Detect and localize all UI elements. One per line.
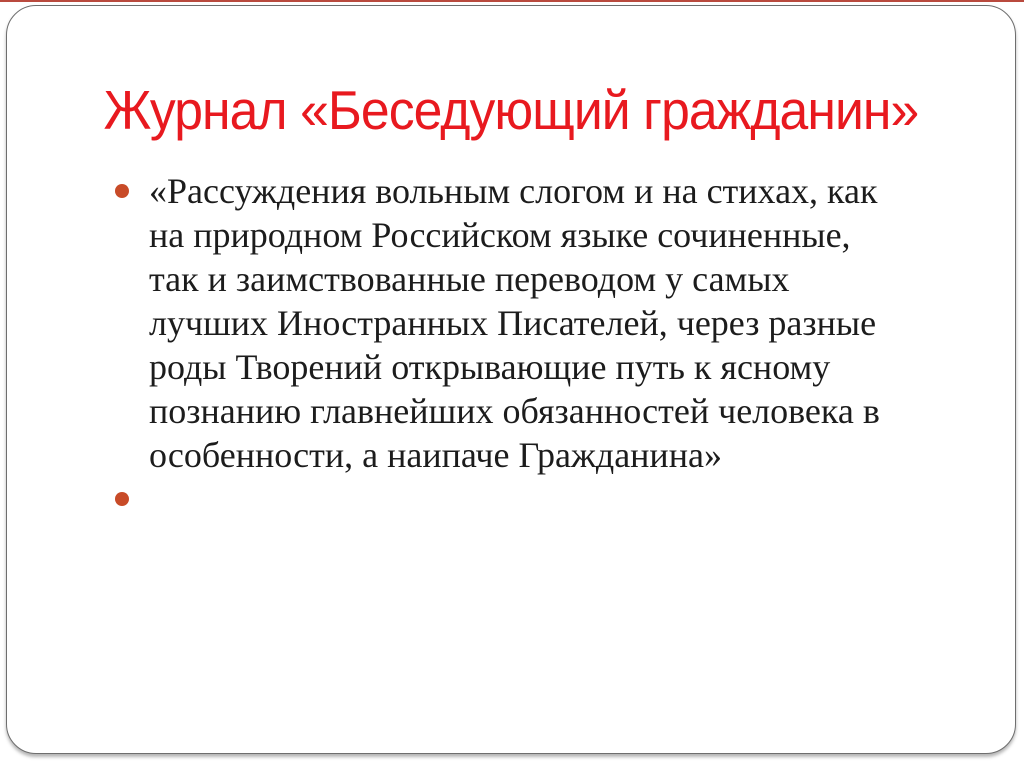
bullet-icon <box>115 492 129 506</box>
bullet-list <box>7 169 1015 521</box>
top-accent-line <box>0 0 1024 2</box>
quote-line: на природном Российском языке сочиненные, <box>149 215 851 255</box>
quote-line: роды Творений открывающие путь к ясному <box>149 347 831 387</box>
quote-text <box>149 169 937 477</box>
bullet-item-empty <box>7 477 1015 521</box>
quote-line: «Рассуждения вольным слогом и на стихах, как <box>149 171 878 211</box>
bullet-item-quote <box>7 169 1015 477</box>
quote-line: особенности, а наипаче Гражданина» <box>149 435 722 475</box>
empty-line <box>149 477 937 521</box>
slide-card <box>6 5 1016 754</box>
quote-line: лучших Иностранных Писателей, через разные <box>149 303 877 343</box>
quote-line: так и заимствованные переводом у самых <box>149 259 790 299</box>
slide-title: Журнал «Беседующий гражданин» <box>103 79 919 141</box>
bullet-icon <box>115 184 129 198</box>
quote-line: познанию главнейших обязанностей человека в <box>149 391 880 431</box>
